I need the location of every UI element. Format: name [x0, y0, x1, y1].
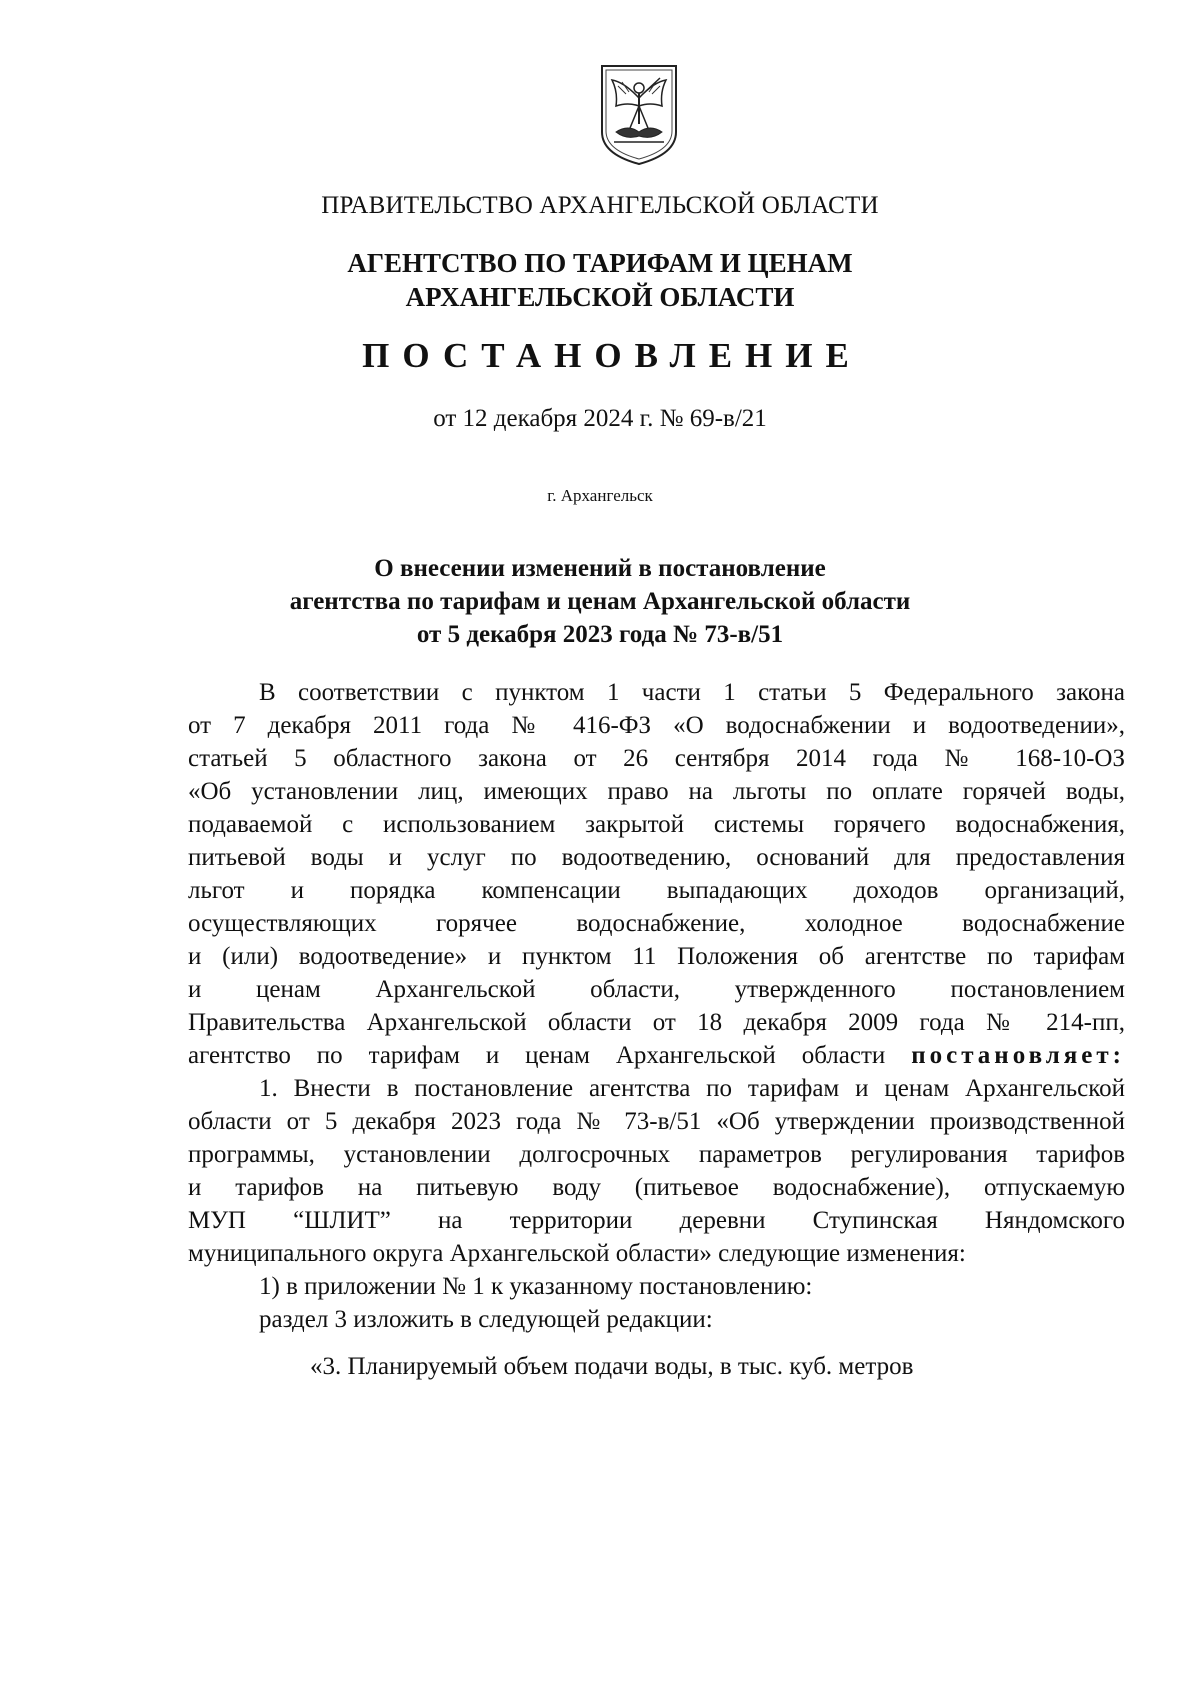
- item1-line: 1. Внести в постановление агентства по тарифам и ценам Архангельской: [259, 1075, 1125, 1102]
- item1-line: программы, установлении долгосрочных параметров регулирования тарифов: [188, 1141, 1125, 1168]
- section-3-title: «3. Планируемый объем подачи воды, в тыс. куб. метров: [310, 1353, 914, 1380]
- agency-name-line1: АГЕНТСТВО ПО ТАРИФАМ И ЦЕНАМ: [347, 248, 853, 278]
- preamble-paragraph: [188, 676, 1125, 1072]
- preamble-line: от 7 декабря 2011 года № 416-ФЗ «О водоснабжении и водоотведении»,: [188, 712, 1125, 739]
- item1-line: муниципального округа Архангельской области» следующие изменения:: [188, 1240, 966, 1267]
- preamble-line: Правительства Архангельской области от 18 декабря 2009 года № 214-пп,: [188, 1009, 1125, 1036]
- document-date-number: от 12 декабря 2024 г. № 69-в/21: [433, 405, 767, 432]
- subitem-1: 1) в приложении № 1 к указанному постановлению:: [259, 1273, 813, 1300]
- document-body: [188, 676, 1125, 1336]
- preamble-line: «Об установлении лиц, имеющих право на льготы по оплате горячей воды,: [188, 778, 1125, 805]
- preamble-line: питьевой воды и услуг по водоотведению, оснований для предоставления: [188, 844, 1125, 871]
- subject-line1: О внесении изменений в постановление: [374, 555, 826, 582]
- item-1-paragraph: [188, 1072, 1125, 1270]
- document-city: г. Архангельск: [547, 486, 653, 505]
- preamble-line: льгот и порядка компенсации выпадающих доходов организаций,: [188, 877, 1125, 904]
- document-subject: [0, 552, 1200, 651]
- agency-name: [0, 246, 1200, 314]
- section-instruction: раздел 3 изложить в следующей редакции:: [259, 1306, 713, 1333]
- item1-line: МУП “ШЛИТ” на территории деревни Ступинская Няндомского: [188, 1207, 1125, 1234]
- preamble-line: подаваемой с использованием закрытой системы горячего водоснабжения,: [188, 811, 1125, 838]
- preamble-line: осуществляющих горячее водоснабжение, холодное водоснабжение: [188, 910, 1125, 937]
- subject-line3: от 5 декабря 2023 года № 73-в/51: [416, 621, 784, 648]
- preamble-line: и ценам Архангельской области, утвержденного постановлением: [188, 976, 1125, 1003]
- item1-line: и тарифов на питьевую воду (питьевое водоснабжение), отпускаемую: [188, 1174, 1125, 1201]
- item1-line: области от 5 декабря 2023 года № 73-в/51 «Об утверждении производственной: [188, 1108, 1125, 1135]
- subject-line2: агентства по тарифам и ценам Архангельской области: [289, 588, 911, 615]
- government-name: ПРАВИТЕЛЬСТВО АРХАНГЕЛЬСКОЙ ОБЛАСТИ: [321, 192, 879, 219]
- preamble-line: и (или) водоотведение» и пунктом 11 Положения об агентстве по тарифам: [188, 943, 1125, 970]
- resolves-word: постановляет:: [911, 1042, 1125, 1069]
- preamble-final-line: [188, 1039, 1125, 1072]
- coat-of-arms-icon: [598, 62, 680, 166]
- preamble-line: В соответствии с пунктом 1 части 1 статьи 5 Федерального закона: [259, 679, 1125, 706]
- document-type-title: ПОСТАНОВЛЕНИЕ: [362, 336, 862, 375]
- preamble-last-text: агентство по тарифам и ценам Архангельской области: [188, 1042, 886, 1069]
- agency-name-line2: АРХАНГЕЛЬСКОЙ ОБЛАСТИ: [405, 282, 795, 312]
- preamble-line: статьей 5 областного закона от 26 сентября 2014 года № 168-10-ОЗ: [188, 745, 1125, 772]
